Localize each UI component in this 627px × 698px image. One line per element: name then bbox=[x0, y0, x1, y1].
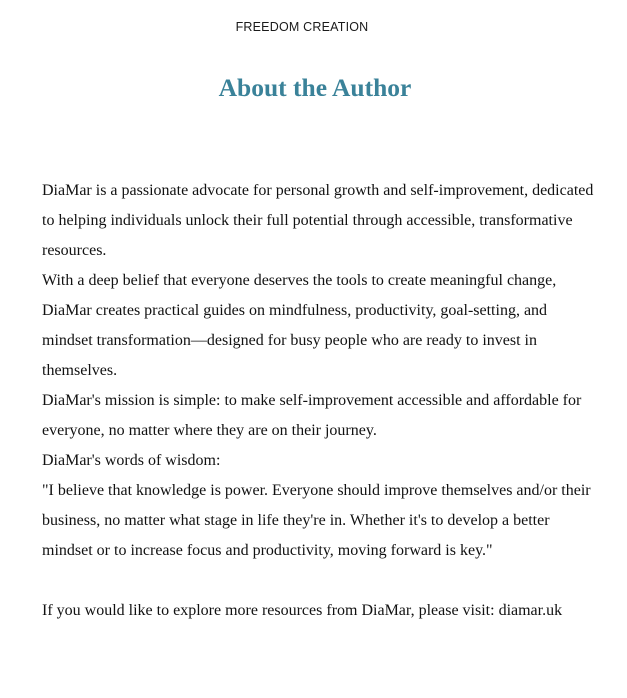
bio-paragraph-intro: DiaMar is a passionate advocate for personal growth and self-improvement, dedicated to helping individuals unlock their full potential through accessible, transformative resources. bbox=[42, 182, 594, 259]
bio-paragraph-belief: With a deep belief that everyone deserves the tools to create meaningful change, DiaMar creates practical guides on mindfulness, productivity, goal-setting, and mindset transformation—designed for busy people who are ready to invest in themselves. bbox=[42, 272, 557, 379]
author-bio bbox=[42, 176, 594, 626]
bio-paragraph-mission: DiaMar's mission is simple: to make self-improvement accessible and affordable for everyone, no matter where they are on their journey. bbox=[42, 392, 582, 439]
wisdom-quote: "I believe that knowledge is power. Everyone should improve themselves and/or their business, no matter what stage in life they're in. Whether it's to develop a better mindset or to increase focus and productivity, moving forward is key." bbox=[42, 482, 591, 559]
closing-resources-note: If you would like to explore more resources from DiaMar, please visit: diamar.uk bbox=[42, 602, 563, 619]
page-title: About the Author bbox=[218, 73, 412, 102]
running-header: FREEDOM CREATION bbox=[235, 20, 369, 34]
wisdom-heading: DiaMar's words of wisdom: bbox=[42, 452, 221, 469]
paragraph-spacer bbox=[42, 566, 594, 596]
